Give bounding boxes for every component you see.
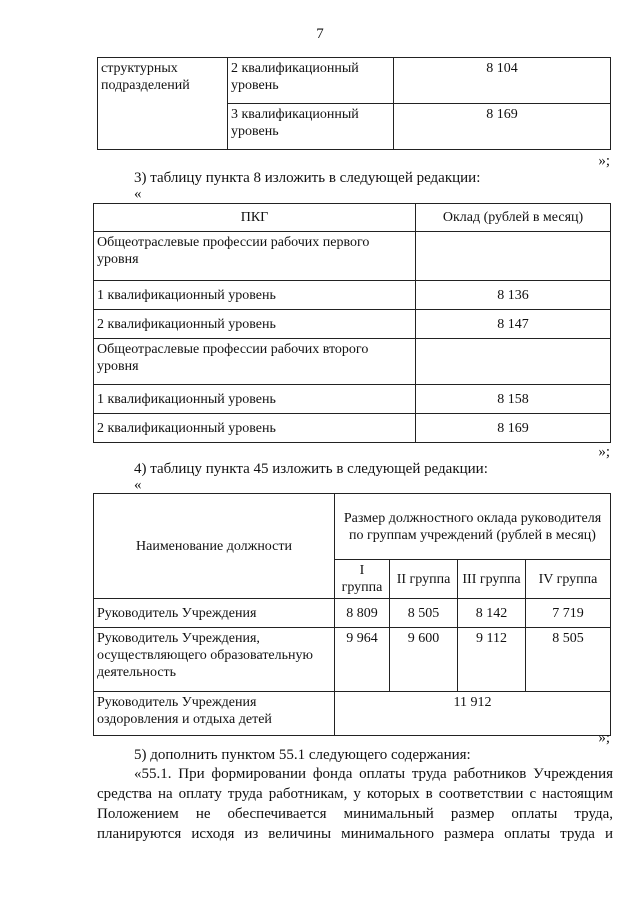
table-row (94, 628, 611, 692)
paragraph-line: средства на оплату труда работникам, у которых в соответствии с настоящим (97, 786, 613, 802)
table-row (94, 385, 611, 414)
table-cell: Руководитель Учреждения, осуществляющего образовательную деятельность (94, 628, 335, 692)
column-header: IV группа (526, 560, 611, 599)
table-cell: Руководитель Учреждения (94, 599, 335, 628)
table-cell: 7 719 (526, 599, 611, 628)
table-cell: 1 квалификационный уровень (94, 281, 416, 310)
table-header-row (94, 494, 611, 560)
table-cell: 9 964 (335, 628, 390, 692)
table-header-row (94, 204, 611, 232)
table-cell: 1 квалификационный уровень (94, 385, 416, 414)
paragraph-line: «55.1. При формировании фонда оплаты труда работников Учреждения (134, 766, 613, 782)
previous-table (97, 57, 611, 150)
table-item-45 (93, 493, 611, 736)
table-cell: 2 квалификационный уровень (94, 414, 416, 443)
item-3-heading: 3) таблицу пункта 8 изложить в следующей редакции: (134, 170, 481, 186)
closing-quote: »; (598, 730, 610, 746)
table-cell: Руководитель Учреждения оздоровления и отдыха детей (94, 692, 335, 736)
table-cell: Общеотраслевые профессии рабочих второго уровня (94, 339, 416, 385)
table-cell: 8 809 (335, 599, 390, 628)
closing-quote: »; (598, 444, 610, 460)
table-cell: 9 600 (390, 628, 458, 692)
table-cell: 8 142 (458, 599, 526, 628)
table-cell: 8 104 (394, 58, 611, 104)
table-row (94, 232, 611, 281)
column-header: Размер должностного оклада руководителя по группам учреждений (рублей в месяц) (335, 494, 611, 560)
table-cell: 2 квалификационный уровень (228, 58, 394, 104)
column-header: Оклад (рублей в месяц) (416, 204, 611, 232)
table-cell: структурных подразделений (98, 58, 228, 150)
table-cell: 8 169 (416, 414, 611, 443)
item-5-heading: 5) дополнить пунктом 55.1 следующего содержания: (134, 747, 471, 763)
opening-quote: « (134, 186, 142, 202)
table-cell: 8 505 (526, 628, 611, 692)
table-cell: 9 112 (458, 628, 526, 692)
table-cell (416, 339, 611, 385)
table-cell: 8 169 (394, 104, 611, 150)
table-cell: 8 147 (416, 310, 611, 339)
column-header: III группа (458, 560, 526, 599)
table-row (94, 692, 611, 736)
closing-quote: »; (598, 153, 610, 169)
table-cell: 11 912 (335, 692, 611, 736)
table-cell: 8 158 (416, 385, 611, 414)
paragraph-line: Положением не обеспечивается минимальный размер оплаты труда, (97, 806, 613, 822)
table-cell: 2 квалификационный уровень (94, 310, 416, 339)
paragraph-line: планируются исходя из величины минимального размера оплаты труда и (97, 826, 613, 842)
table-cell: Общеотраслевые профессии рабочих первого уровня (94, 232, 416, 281)
page-number: 7 (316, 26, 324, 42)
table-row (94, 599, 611, 628)
table-cell: 8 136 (416, 281, 611, 310)
table-cell (416, 232, 611, 281)
column-header: II группа (390, 560, 458, 599)
table-cell: 8 505 (390, 599, 458, 628)
table-row (98, 58, 611, 104)
column-header: ПКГ (94, 204, 416, 232)
table-row (94, 339, 611, 385)
opening-quote: « (134, 477, 142, 493)
column-header: Наименование должности (94, 494, 335, 599)
table-row (94, 414, 611, 443)
table-cell: 3 квалификационный уровень (228, 104, 394, 150)
table-row (94, 281, 611, 310)
table-row (94, 310, 611, 339)
table-item-8 (93, 203, 611, 443)
column-header: I группа (335, 560, 390, 599)
item-4-heading: 4) таблицу пункта 45 изложить в следующей редакции: (134, 461, 488, 477)
